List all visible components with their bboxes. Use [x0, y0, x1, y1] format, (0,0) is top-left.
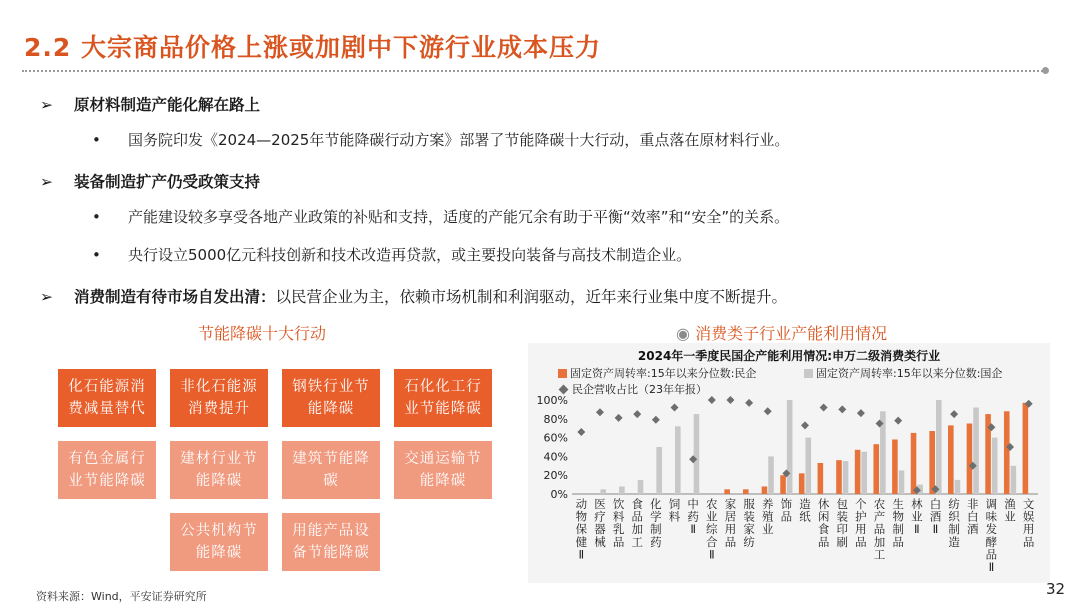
x-tick-label: 林 — [911, 497, 923, 511]
x-tick-label: 健 — [575, 534, 588, 549]
bar-private — [929, 431, 935, 494]
x-tick-label: 业 — [1004, 509, 1016, 524]
x-tick-label: 装 — [836, 509, 849, 524]
arrow-bullet-icon: ➢ — [40, 173, 53, 191]
x-tick-label: 印 — [836, 522, 849, 537]
x-tick-label: 料 — [612, 509, 625, 524]
point-bullet — [92, 129, 789, 150]
point-heading-consumer — [40, 285, 787, 307]
x-tick-label: 化 — [650, 497, 662, 511]
point-heading-text: 消费制造有待市场自发出清： — [74, 288, 276, 306]
bullet-dot-icon: • — [92, 246, 101, 264]
source-note: 资料来源：Wind，平安证券研究所 — [36, 590, 207, 603]
x-tick-label: 工 — [873, 547, 886, 562]
bar-state — [787, 400, 793, 494]
bar-private — [873, 444, 879, 494]
x-tick-label: 纺 — [743, 534, 755, 549]
x-tick-label: 用 — [1022, 522, 1035, 537]
x-tick-label: 动 — [575, 497, 588, 511]
x-tick-label: 品 — [892, 534, 904, 549]
chart-plot — [528, 343, 1050, 583]
point-revenue-share — [596, 408, 604, 416]
bar-private — [948, 425, 954, 494]
x-tick-label: 制 — [892, 522, 904, 537]
x-tick-label: 白 — [967, 509, 979, 524]
x-tick-label: 纸 — [799, 509, 811, 524]
x-tick-label: 殖 — [761, 509, 774, 524]
point-revenue-share — [577, 428, 585, 436]
title-divider-dot — [1042, 67, 1049, 74]
legend-label: 固定资产周转率:15年以来分位数:国企 — [816, 367, 1003, 380]
point-revenue-share — [857, 409, 865, 417]
bar-state — [992, 438, 998, 494]
bar-state — [861, 452, 867, 494]
x-tick-label: 渔 — [1004, 497, 1016, 511]
bar-state — [806, 438, 812, 494]
x-tick-label: 家 — [743, 522, 755, 537]
x-tick-label: 文 — [1022, 497, 1035, 511]
bar-private — [724, 489, 730, 494]
x-tick-label: 疗 — [594, 509, 606, 524]
bar-state — [955, 480, 961, 494]
bar-private — [836, 460, 842, 494]
point-revenue-share — [652, 416, 660, 424]
bar-state — [675, 426, 681, 494]
x-tick-label: 加 — [873, 534, 886, 549]
x-tick-label: 食 — [817, 522, 830, 537]
bar-state — [619, 486, 625, 494]
point-revenue-share — [615, 414, 623, 422]
bar-private — [1023, 403, 1029, 494]
chart-section-title — [676, 321, 887, 344]
x-tick-label: 器 — [594, 522, 606, 537]
action-box: 建材行业节能降碳 — [170, 441, 268, 499]
x-tick-label: 品 — [873, 522, 886, 537]
x-tick-label: 食 — [631, 497, 643, 511]
x-tick-label: 品 — [1022, 534, 1035, 549]
x-tick-label: 刷 — [836, 534, 849, 549]
bar-private — [799, 473, 805, 494]
bar-state — [936, 400, 942, 494]
action-box: 交通运输节能降碳 — [394, 441, 492, 499]
x-tick-label: 农 — [873, 497, 886, 511]
x-tick-label: 织 — [948, 509, 960, 524]
y-tick-label: 80% — [543, 412, 568, 426]
x-tick-label: Ⅱ — [914, 522, 920, 537]
x-tick-label: 综 — [706, 522, 718, 537]
bar-state — [600, 489, 606, 494]
x-tick-label: 品 — [780, 509, 793, 524]
point-revenue-share — [801, 421, 809, 429]
point-bullet-text: 央行设立5000亿元科技创新和技术改造再贷款，或主要投向装备与高技术制造企业。 — [128, 246, 692, 264]
action-box: 化石能源消费减量替代 — [58, 369, 156, 427]
x-tick-label: 造 — [948, 534, 960, 549]
x-tick-label: 白 — [929, 497, 942, 511]
x-tick-label: 农 — [706, 497, 718, 511]
bar-state — [768, 456, 774, 494]
x-tick-label: 装 — [743, 509, 755, 524]
target-circle-icon: ◉ — [676, 324, 690, 343]
action-box: 石化化工行业节能降碳 — [394, 369, 492, 427]
x-tick-label: 乳 — [612, 522, 625, 537]
x-tick-label: Ⅱ — [578, 547, 585, 562]
bar-state — [843, 461, 849, 494]
x-tick-label: 娱 — [1022, 509, 1035, 524]
x-tick-label: 品 — [724, 534, 737, 549]
bar-state — [694, 414, 700, 494]
x-tick-label: 饮 — [612, 497, 625, 511]
point-revenue-share — [671, 404, 679, 412]
action-box: 公共机构节能降碳 — [170, 513, 268, 571]
bar-private — [911, 433, 917, 494]
x-tick-label: 调 — [985, 497, 998, 511]
point-heading-text: 装备制造扩产仍受政策支持 — [74, 173, 261, 191]
x-tick-label: 制 — [948, 522, 960, 537]
bar-state — [973, 408, 979, 494]
x-tick-label: 产 — [873, 509, 886, 524]
point-bullet — [92, 206, 789, 227]
bar-private — [762, 486, 768, 494]
x-tick-label: 饰 — [780, 497, 793, 511]
y-tick-label: 100% — [536, 394, 568, 407]
bar-private — [743, 489, 749, 494]
x-tick-label: 用 — [724, 522, 737, 537]
actions-title: 节能降碳十大行动 — [198, 324, 327, 343]
title-divider — [22, 70, 1046, 72]
bullet-dot-icon: • — [92, 131, 101, 149]
x-tick-label: 护 — [855, 509, 867, 524]
point-revenue-share — [764, 407, 772, 415]
x-tick-label: 酵 — [985, 534, 998, 549]
bar-private — [1004, 411, 1010, 494]
point-heading-rest: 以民营企业为主，依赖市场机制和利润驱动，近年来行业集中度不断提升。 — [275, 288, 788, 306]
x-tick-label: 用 — [855, 522, 867, 537]
bar-private — [818, 463, 824, 494]
x-tick-label: 非 — [967, 497, 979, 511]
x-tick-label: 药 — [650, 534, 662, 549]
chart-section-title-text: 消费类子行业产能利用情况 — [695, 324, 888, 343]
x-tick-label: 居 — [724, 509, 737, 524]
point-revenue-share — [726, 396, 734, 404]
point-bullet-text: 国务院印发《2024—2025年节能降碳行动方案》部署了节能降碳十大行动，重点落在原材料行业。 — [128, 131, 790, 149]
x-tick-label: 家 — [724, 497, 737, 511]
x-tick-label: 纺 — [948, 497, 960, 511]
legend-label: 固定资产周转率:15年以来分位数:民企 — [570, 367, 757, 380]
action-box: 钢铁行业节能降碳 — [282, 369, 380, 427]
bar-private — [892, 439, 898, 494]
bar-private — [967, 424, 973, 495]
slide-title: 2.2 大宗商品价格上涨或加剧中下游行业成本压力 — [24, 33, 601, 62]
x-tick-label: Ⅱ — [708, 547, 715, 562]
x-tick-label: Ⅱ — [988, 560, 995, 574]
x-tick-label: 酒 — [967, 522, 979, 537]
x-tick-label: 业 — [706, 509, 718, 524]
x-tick-label: 造 — [799, 497, 811, 511]
x-tick-label: 械 — [594, 534, 606, 549]
x-tick-label: 制 — [650, 522, 662, 537]
x-tick-label: 生 — [892, 497, 904, 511]
x-tick-label: 品 — [631, 509, 643, 524]
x-tick-label: 业 — [911, 509, 923, 524]
arrow-bullet-icon: ➢ — [40, 96, 53, 114]
point-revenue-share — [633, 410, 641, 418]
x-tick-label: 品 — [855, 534, 867, 549]
x-tick-label: 包 — [836, 497, 849, 511]
x-tick-label: 保 — [575, 522, 588, 537]
x-tick-label: 料 — [668, 509, 681, 524]
point-revenue-share — [708, 396, 716, 404]
arrow-bullet-icon: ➢ — [40, 288, 53, 306]
x-tick-label: 工 — [631, 534, 643, 549]
x-tick-label: 品 — [985, 547, 998, 562]
x-tick-label: 酒 — [929, 509, 942, 524]
page-number: 32 — [1046, 580, 1066, 598]
point-revenue-share — [838, 405, 846, 413]
bar-private — [780, 475, 786, 494]
x-tick-label: 闲 — [817, 509, 830, 524]
action-box: 用能产品设备节能降碳 — [282, 513, 380, 571]
x-tick-label: 味 — [985, 509, 998, 524]
y-tick-label: 0% — [550, 488, 568, 501]
chart-title: 2024年一季度民国企产能利用情况:申万二级消费类行业 — [637, 349, 941, 363]
point-heading-equipment — [40, 170, 260, 192]
x-tick-label: 品 — [817, 534, 830, 549]
point-bullet-text: 产能建设较多享受各地产业政策的补贴和支持，适度的产能冗余有助于平衡“效率”和“安全”的关系。 — [128, 208, 790, 226]
point-heading-text: 原材料制造产能化解在路上 — [74, 96, 261, 114]
x-tick-label: 加 — [631, 522, 643, 537]
action-box: 非化石能源消费提升 — [170, 369, 268, 427]
x-tick-label: 药 — [687, 509, 699, 524]
bar-state — [1011, 466, 1017, 494]
bar-state — [638, 480, 644, 494]
action-box: 建筑节能降碳 — [282, 441, 380, 499]
y-tick-label: 20% — [543, 469, 568, 483]
x-tick-label: 业 — [761, 522, 774, 537]
x-tick-label: 中 — [687, 497, 699, 511]
legend-label: 民企营收占比（23年年报） — [572, 383, 707, 396]
chart-container — [528, 343, 1050, 583]
point-revenue-share — [894, 417, 902, 425]
x-tick-label: 养 — [761, 497, 774, 511]
point-revenue-share — [745, 399, 753, 407]
point-revenue-share — [820, 404, 828, 412]
x-tick-label: 服 — [743, 497, 755, 511]
bar-private — [855, 450, 861, 494]
x-tick-label: 物 — [892, 509, 904, 524]
y-tick-label: 60% — [543, 431, 568, 445]
x-tick-label: 发 — [985, 522, 998, 537]
x-tick-label: 学 — [650, 509, 662, 524]
y-tick-label: 40% — [543, 450, 568, 464]
bullet-dot-icon: • — [92, 208, 101, 226]
point-revenue-share — [950, 410, 958, 418]
point-heading-materials — [40, 93, 260, 115]
x-tick-label: 医 — [594, 497, 606, 511]
point-bullet — [92, 244, 691, 265]
bar-state — [899, 471, 905, 495]
x-tick-label: 饲 — [668, 497, 681, 511]
action-box: 有色金属行业节能降碳 — [58, 441, 156, 499]
x-tick-label: 个 — [855, 497, 867, 511]
x-tick-label: Ⅱ — [932, 522, 939, 537]
x-tick-label: 合 — [706, 534, 718, 549]
x-tick-label: 物 — [575, 509, 588, 524]
x-tick-label: Ⅱ — [690, 522, 696, 537]
bar-state — [656, 447, 662, 494]
x-tick-label: 品 — [612, 534, 625, 549]
x-tick-label: 休 — [817, 497, 830, 511]
